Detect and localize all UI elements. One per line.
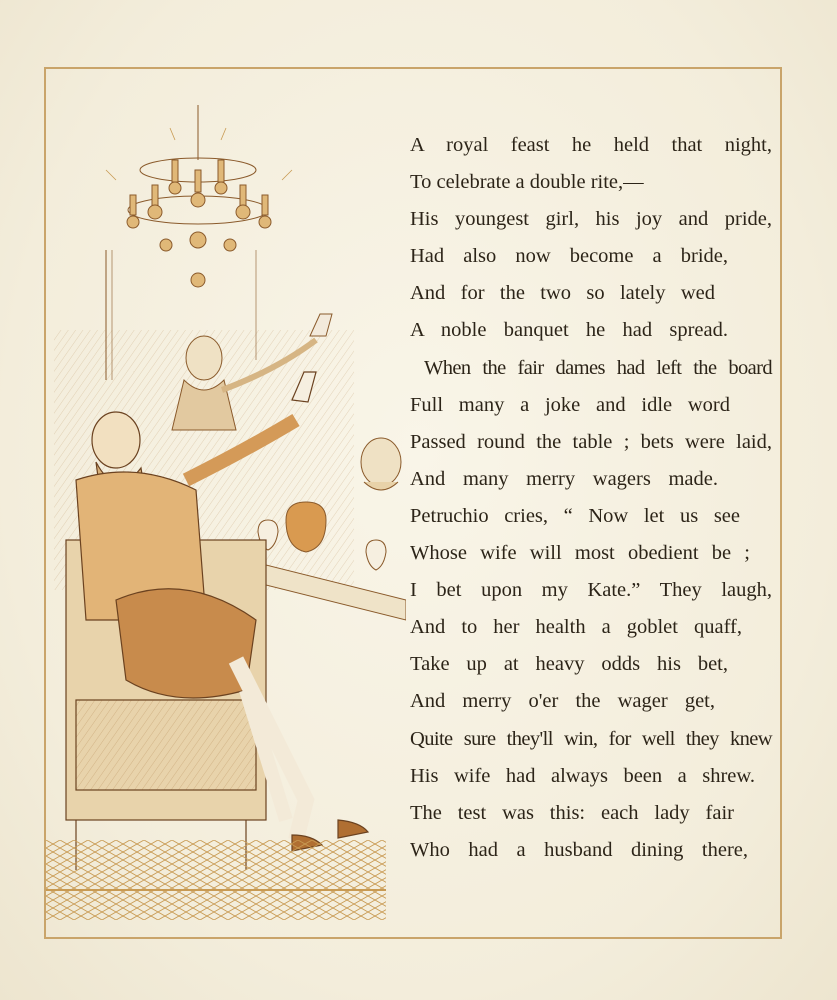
poem-line: And for the two so lately wed	[410, 282, 715, 305]
poem-line: Who had a husband dining there,	[410, 838, 748, 861]
poem-line: Had also now become a bride,	[410, 245, 728, 268]
poem-line: Passed round the table ; bets were laid,	[410, 430, 772, 453]
poem-line: Quite sure they'll win, for well they knew	[410, 727, 772, 750]
banquet-illustration	[46, 100, 406, 930]
poem-line: And many merry wagers made.	[410, 467, 718, 490]
poem-line: Take up at heavy odds his bet,	[410, 653, 728, 676]
poem-line: A noble banquet he had spread.	[410, 319, 728, 342]
poem-line: A royal feast he held that night,	[410, 134, 772, 156]
poem-line: And to her health a goblet quaff,	[410, 616, 742, 639]
poem-line: Petruchio cries, “ Now let us see	[410, 504, 740, 527]
poem-line: The test was this: each lady fair	[410, 801, 734, 824]
poem-line: His wife had always been a shrew.	[410, 764, 755, 787]
chandelier-icon	[106, 105, 292, 287]
poem-line: To celebrate a double rite,—	[410, 171, 644, 194]
poem-line: Whose wife will most obedient be ;	[410, 542, 750, 565]
poem-line: His youngest girl, his joy and pride,	[410, 208, 772, 231]
poem-line: Full many a joke and idle word	[410, 393, 730, 416]
poem-line: And merry o'er the wager get,	[410, 690, 715, 713]
poem-line: When the fair dames had left the board	[424, 356, 772, 379]
poem-line: I bet upon my Kate.” They laugh,	[410, 579, 772, 602]
poem-text	[410, 127, 772, 869]
guest-figure-right	[361, 438, 401, 490]
floor-rug	[46, 840, 386, 920]
